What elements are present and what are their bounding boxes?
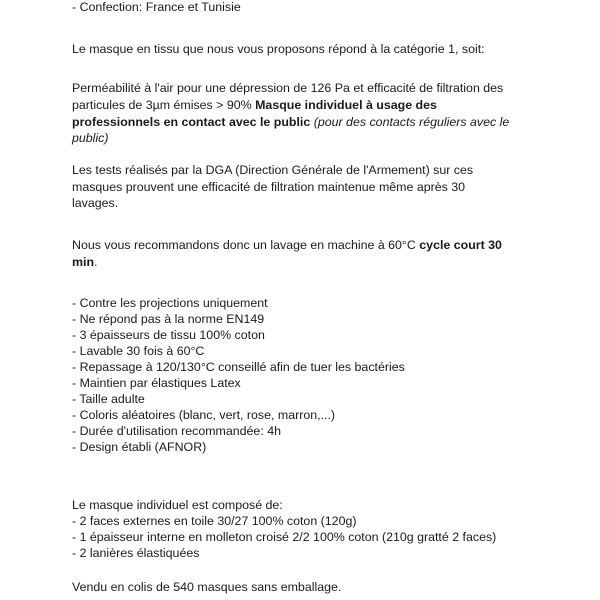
tests-line-2: masques prouvent une efficacité de filtration maintenue même après 30 xyxy=(72,180,466,194)
composition-title: Le masque individuel est composé de: xyxy=(72,498,283,512)
feature-item: - Coloris aléatoires (blanc, vert, rose, marron,...) xyxy=(72,408,336,422)
wash-text: Nous vous recommandons donc un lavage en machine à 60°C xyxy=(72,238,420,252)
composition-item: - 1 épaisseur interne en molleton croisé 2/2 100% coton (210g gratté 2 faces) xyxy=(72,530,497,544)
category-intro: Le masque en tissu que nous vous proposons répond à la catégorie 1, soit: xyxy=(72,42,485,56)
mask-category-bold-cont: professionnels en contact avec le public xyxy=(72,115,311,129)
composition-item: - 2 lanières élastiquées xyxy=(72,546,200,560)
composition-item: - 2 faces externes en toile 30/27 100% coton (120g) xyxy=(72,514,357,528)
wash-line-2 xyxy=(72,254,97,270)
sold-line: Vendu en colis de 540 masques sans emballage. xyxy=(72,580,342,594)
usage-note-italic-cont: public) xyxy=(72,131,109,145)
permeability-text: particules de 3µm émises > 90% xyxy=(72,98,256,112)
mask-category-bold: Masque individuel à usage des xyxy=(255,98,437,112)
tests-line-3: lavages. xyxy=(72,196,119,210)
usage-note-italic: (pour des contacts réguliers avec le xyxy=(310,115,510,129)
feature-item: - 3 épaisseurs de tissu 100% coton xyxy=(72,328,265,342)
confection-line: - Confection: France et Tunisie xyxy=(72,0,241,14)
feature-item: - Taille adulte xyxy=(72,392,145,406)
permeability-line-4 xyxy=(72,130,109,146)
wash-cycle-bold: cycle court 30 xyxy=(419,238,502,252)
wash-line-1 xyxy=(72,237,502,253)
feature-item: - Design établi (AFNOR) xyxy=(72,440,207,454)
permeability-line-2 xyxy=(72,97,437,113)
feature-item: - Contre les projections uniquement xyxy=(72,296,268,310)
tests-line-1: Les tests réalisés par la DGA (Direction Générale de l'Armement) sur ces xyxy=(72,163,474,177)
feature-item: - Maintien par élastiques Latex xyxy=(72,376,241,390)
feature-item: - Durée d'utilisation recommandée: 4h xyxy=(72,424,281,438)
feature-item: - Repassage à 120/130°C conseillé afin de tuer les bactéries xyxy=(72,360,405,374)
wash-period: . xyxy=(94,255,98,269)
feature-item: - Ne répond pas à la norme EN149 xyxy=(72,312,265,326)
permeability-line-1: Perméabilité à l'air pour une dépression de 126 Pa et efficacité de filtration des xyxy=(72,81,504,95)
wash-cycle-bold-cont: min xyxy=(72,255,95,269)
feature-item: - Lavable 30 fois à 60°C xyxy=(72,344,205,358)
permeability-line-3 xyxy=(72,114,509,130)
